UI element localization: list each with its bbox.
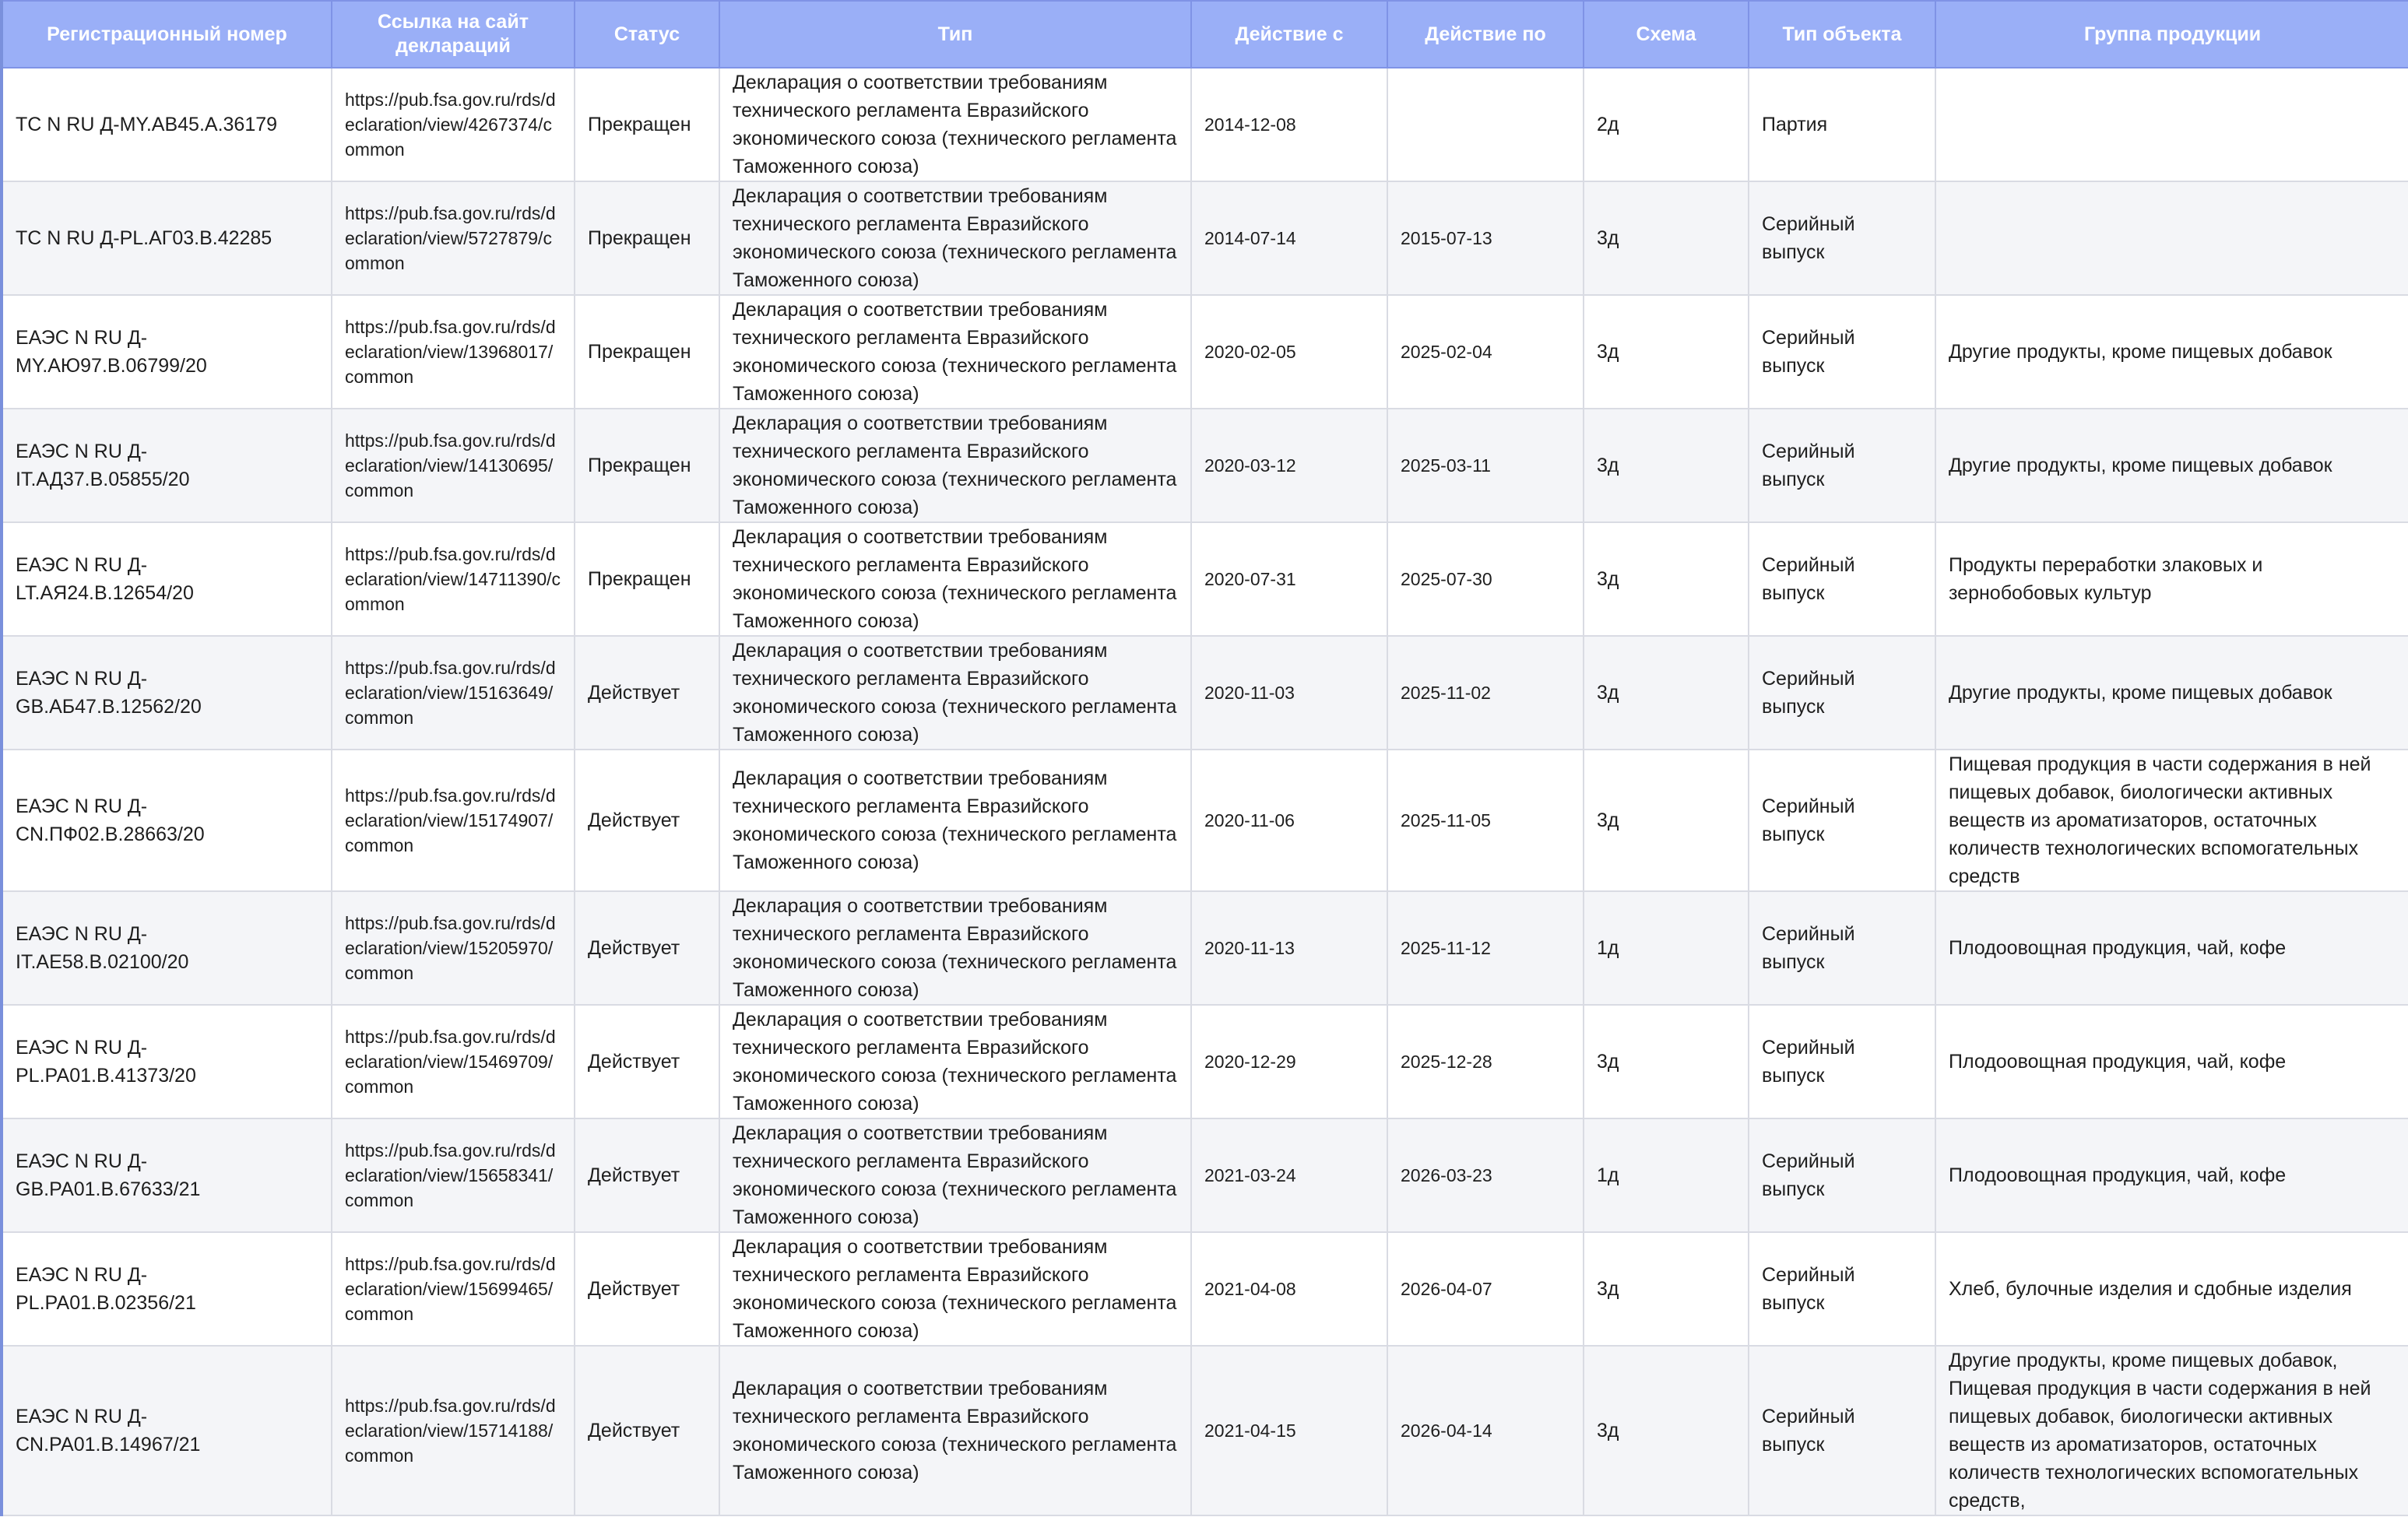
cell-status[interactable]: Прекращен bbox=[575, 68, 719, 181]
cell-type[interactable]: Декларация о соответствии требованиям технического регламента Евразийского экономического союза (технического регламента Таможенного союза) bbox=[719, 1005, 1191, 1118]
cell-object-type[interactable]: Серийный выпуск bbox=[1749, 636, 1935, 750]
cell-product-group[interactable]: Другие продукты, кроме пищевых добавок bbox=[1935, 295, 2408, 409]
cell-product-group[interactable]: Другие продукты, кроме пищевых добавок, Пищевая продукция в части содержания в ней пищевых добавок, биологически активных веществ из ароматизаторов, остаточных количеств технологических вспомогательных средств, bbox=[1935, 1346, 2408, 1515]
cell-reg-number[interactable]: ЕАЭС N RU Д-PL.РА01.В.41373/20 bbox=[2, 1005, 332, 1118]
cell-valid-from[interactable]: 2020-07-31 bbox=[1191, 522, 1387, 636]
cell-product-group[interactable]: Хлеб, булочные изделия и сдобные изделия bbox=[1935, 1232, 2408, 1346]
header-object-type[interactable]: Тип объекта bbox=[1749, 1, 1935, 68]
cell-valid-from[interactable]: 2020-11-13 bbox=[1191, 891, 1387, 1005]
header-valid-from[interactable]: Действие с bbox=[1191, 1, 1387, 68]
cell-status[interactable]: Действует bbox=[575, 1232, 719, 1346]
cell-declaration-link[interactable]: https://pub.fsa.gov.ru/rds/declaration/view/15469709/common bbox=[332, 1005, 575, 1118]
header-valid-to[interactable]: Действие по bbox=[1387, 1, 1584, 68]
cell-type[interactable]: Декларация о соответствии требованиям технического регламента Евразийского экономического союза (технического регламента Таможенного союза) bbox=[719, 750, 1191, 891]
cell-object-type[interactable]: Серийный выпуск bbox=[1749, 1232, 1935, 1346]
cell-reg-number[interactable]: ЕАЭС N RU Д-CN.РА01.В.14967/21 bbox=[2, 1346, 332, 1515]
cell-declaration-link[interactable]: https://pub.fsa.gov.ru/rds/declaration/view/14130695/common bbox=[332, 409, 575, 522]
cell-valid-to[interactable]: 2025-11-05 bbox=[1387, 750, 1584, 891]
cell-reg-number[interactable]: ЕАЭС N RU Д-GB.АБ47.В.12562/20 bbox=[2, 636, 332, 750]
cell-product-group[interactable] bbox=[1935, 68, 2408, 181]
cell-valid-from[interactable]: 2020-12-29 bbox=[1191, 1005, 1387, 1118]
cell-object-type[interactable]: Серийный выпуск bbox=[1749, 409, 1935, 522]
header-product-group[interactable]: Группа продукции bbox=[1935, 1, 2408, 68]
cell-reg-number[interactable]: ТС N RU Д-MY.АВ45.А.36179 bbox=[2, 68, 332, 181]
cell-reg-number[interactable]: ЕАЭС N RU Д-PL.РА01.В.02356/21 bbox=[2, 1232, 332, 1346]
cell-product-group[interactable] bbox=[1935, 181, 2408, 295]
cell-scheme[interactable]: 3д bbox=[1584, 181, 1749, 295]
cell-status[interactable]: Действует bbox=[575, 636, 719, 750]
cell-product-group[interactable]: Другие продукты, кроме пищевых добавок bbox=[1935, 636, 2408, 750]
cell-status[interactable]: Прекращен bbox=[575, 522, 719, 636]
header-declaration-link[interactable]: Ссылка на сайт деклараций bbox=[332, 1, 575, 68]
table-row bbox=[2, 750, 2408, 891]
cell-type[interactable]: Декларация о соответствии требованиям технического регламента Евразийского экономического союза (технического регламента Таможенного союза) bbox=[719, 522, 1191, 636]
cell-type[interactable]: Декларация о соответствии требованиям технического регламента Евразийского экономического союза (технического регламента Таможенного союза) bbox=[719, 1118, 1191, 1232]
cell-valid-from[interactable]: 2020-03-12 bbox=[1191, 409, 1387, 522]
cell-valid-to[interactable]: 2025-03-11 bbox=[1387, 409, 1584, 522]
cell-scheme[interactable]: 3д bbox=[1584, 1346, 1749, 1515]
cell-scheme[interactable]: 1д bbox=[1584, 891, 1749, 1005]
cell-valid-to[interactable]: 2015-07-13 bbox=[1387, 181, 1584, 295]
table-header bbox=[2, 1, 2408, 68]
cell-valid-from[interactable]: 2020-11-06 bbox=[1191, 750, 1387, 891]
table-row bbox=[2, 522, 2408, 636]
cell-valid-from[interactable]: 2014-12-08 bbox=[1191, 68, 1387, 181]
table-row bbox=[2, 295, 2408, 409]
cell-object-type[interactable]: Серийный выпуск bbox=[1749, 181, 1935, 295]
cell-declaration-link[interactable]: https://pub.fsa.gov.ru/rds/declaration/view/15658341/common bbox=[332, 1118, 575, 1232]
cell-declaration-link[interactable]: https://pub.fsa.gov.ru/rds/declaration/view/15205970/common bbox=[332, 891, 575, 1005]
table-row bbox=[2, 1346, 2408, 1515]
cell-valid-from[interactable]: 2021-03-24 bbox=[1191, 1118, 1387, 1232]
cell-scheme[interactable]: 3д bbox=[1584, 750, 1749, 891]
table-row bbox=[2, 1005, 2408, 1118]
cell-type[interactable]: Декларация о соответствии требованиям технического регламента Евразийского экономического союза (технического регламента Таможенного союза) bbox=[719, 1346, 1191, 1515]
cell-valid-from[interactable]: 2020-11-03 bbox=[1191, 636, 1387, 750]
cell-declaration-link[interactable]: https://pub.fsa.gov.ru/rds/declaration/view/5727879/common bbox=[332, 181, 575, 295]
cell-status[interactable]: Прекращен bbox=[575, 409, 719, 522]
cell-object-type[interactable]: Серийный выпуск bbox=[1749, 891, 1935, 1005]
cell-status[interactable]: Действует bbox=[575, 891, 719, 1005]
cell-declaration-link[interactable]: https://pub.fsa.gov.ru/rds/declaration/view/15699465/common bbox=[332, 1232, 575, 1346]
cell-valid-to[interactable]: 2025-12-28 bbox=[1387, 1005, 1584, 1118]
cell-product-group[interactable]: Плодоовощная продукция, чай, кофе bbox=[1935, 891, 2408, 1005]
table-row bbox=[2, 409, 2408, 522]
table-row bbox=[2, 1118, 2408, 1232]
cell-type[interactable]: Декларация о соответствии требованиям технического регламента Евразийского экономического союза (технического регламента Таможенного союза) bbox=[719, 891, 1191, 1005]
cell-status[interactable]: Действует bbox=[575, 1118, 719, 1232]
table-row bbox=[2, 891, 2408, 1005]
table-row bbox=[2, 181, 2408, 295]
cell-scheme[interactable]: 3д bbox=[1584, 295, 1749, 409]
cell-object-type[interactable]: Серийный выпуск bbox=[1749, 1118, 1935, 1232]
cell-status[interactable]: Прекращен bbox=[575, 295, 719, 409]
cell-product-group[interactable]: Другие продукты, кроме пищевых добавок bbox=[1935, 409, 2408, 522]
cell-valid-to[interactable]: 2026-03-23 bbox=[1387, 1118, 1584, 1232]
cell-valid-to[interactable]: 2025-11-12 bbox=[1387, 891, 1584, 1005]
cell-product-group[interactable]: Пищевая продукция в части содержания в ней пищевых добавок, биологически активных веществ из ароматизаторов, остаточных количеств технологических вспомогательных средств bbox=[1935, 750, 2408, 891]
cell-valid-to[interactable]: 2026-04-14 bbox=[1387, 1346, 1584, 1515]
cell-status[interactable]: Действует bbox=[575, 750, 719, 891]
cell-status[interactable]: Действует bbox=[575, 1005, 719, 1118]
cell-type[interactable]: Декларация о соответствии требованиям технического регламента Евразийского экономического союза (технического регламента Таможенного союза) bbox=[719, 295, 1191, 409]
header-type[interactable]: Тип bbox=[719, 1, 1191, 68]
cell-declaration-link[interactable]: https://pub.fsa.gov.ru/rds/declaration/view/15174907/common bbox=[332, 750, 575, 891]
cell-scheme[interactable]: 3д bbox=[1584, 1232, 1749, 1346]
cell-reg-number[interactable]: ЕАЭС N RU Д-CN.ПФ02.В.28663/20 bbox=[2, 750, 332, 891]
table-body bbox=[2, 68, 2408, 1515]
table-row bbox=[2, 636, 2408, 750]
cell-scheme[interactable]: 1д bbox=[1584, 1118, 1749, 1232]
header-scheme[interactable]: Схема bbox=[1584, 1, 1749, 68]
cell-valid-to[interactable]: 2025-02-04 bbox=[1387, 295, 1584, 409]
cell-status[interactable]: Действует bbox=[575, 1346, 719, 1515]
cell-status[interactable]: Прекращен bbox=[575, 181, 719, 295]
cell-reg-number[interactable]: ЕАЭС N RU Д-IT.АД37.В.05855/20 bbox=[2, 409, 332, 522]
cell-type[interactable]: Декларация о соответствии требованиям технического регламента Евразийского экономического союза (технического регламента Таможенного союза) bbox=[719, 636, 1191, 750]
header-status[interactable]: Статус bbox=[575, 1, 719, 68]
cell-valid-to[interactable]: 2025-07-30 bbox=[1387, 522, 1584, 636]
cell-declaration-link[interactable]: https://pub.fsa.gov.ru/rds/declaration/view/4267374/common bbox=[332, 68, 575, 181]
cell-valid-from[interactable]: 2021-04-15 bbox=[1191, 1346, 1387, 1515]
cell-scheme[interactable]: 2д bbox=[1584, 68, 1749, 181]
cell-valid-from[interactable]: 2014-07-14 bbox=[1191, 181, 1387, 295]
cell-reg-number[interactable]: ТС N RU Д-PL.АГ03.В.42285 bbox=[2, 181, 332, 295]
cell-scheme[interactable]: 3д bbox=[1584, 409, 1749, 522]
cell-valid-to[interactable] bbox=[1387, 68, 1584, 181]
cell-product-group[interactable]: Плодоовощная продукция, чай, кофе bbox=[1935, 1005, 2408, 1118]
cell-type[interactable]: Декларация о соответствии требованиям технического регламента Евразийского экономического союза (технического регламента Таможенного союза) bbox=[719, 68, 1191, 181]
cell-valid-from[interactable]: 2020-02-05 bbox=[1191, 295, 1387, 409]
cell-product-group[interactable]: Продукты переработки злаковых и зернобобовых культур bbox=[1935, 522, 2408, 636]
cell-type[interactable]: Декларация о соответствии требованиям технического регламента Евразийского экономического союза (технического регламента Таможенного союза) bbox=[719, 1232, 1191, 1346]
cell-object-type[interactable]: Серийный выпуск bbox=[1749, 1005, 1935, 1118]
cell-scheme[interactable]: 3д bbox=[1584, 636, 1749, 750]
cell-object-type[interactable]: Серийный выпуск bbox=[1749, 1346, 1935, 1515]
cell-scheme[interactable]: 3д bbox=[1584, 1005, 1749, 1118]
cell-scheme[interactable]: 3д bbox=[1584, 522, 1749, 636]
table-row bbox=[2, 1232, 2408, 1346]
cell-declaration-link[interactable]: https://pub.fsa.gov.ru/rds/declaration/view/14711390/common bbox=[332, 522, 575, 636]
cell-object-type[interactable]: Серийный выпуск bbox=[1749, 522, 1935, 636]
cell-valid-from[interactable]: 2021-04-08 bbox=[1191, 1232, 1387, 1346]
cell-object-type[interactable]: Партия bbox=[1749, 68, 1935, 181]
cell-valid-to[interactable]: 2026-04-07 bbox=[1387, 1232, 1584, 1346]
cell-type[interactable]: Декларация о соответствии требованиям технического регламента Евразийского экономического союза (технического регламента Таможенного союза) bbox=[719, 181, 1191, 295]
cell-declaration-link[interactable]: https://pub.fsa.gov.ru/rds/declaration/view/15714188/common bbox=[332, 1346, 575, 1515]
header-reg-number[interactable]: Регистрационный номер bbox=[2, 1, 332, 68]
cell-reg-number[interactable]: ЕАЭС N RU Д-MY.АЮ97.В.06799/20 bbox=[2, 295, 332, 409]
cell-declaration-link[interactable]: https://pub.fsa.gov.ru/rds/declaration/view/13968017/common bbox=[332, 295, 575, 409]
cell-type[interactable]: Декларация о соответствии требованиям технического регламента Евразийского экономического союза (технического регламента Таможенного союза) bbox=[719, 409, 1191, 522]
cell-object-type[interactable]: Серийный выпуск bbox=[1749, 295, 1935, 409]
cell-product-group[interactable]: Плодоовощная продукция, чай, кофе bbox=[1935, 1118, 2408, 1232]
cell-reg-number[interactable]: ЕАЭС N RU Д-IT.АЕ58.В.02100/20 bbox=[2, 891, 332, 1005]
cell-reg-number[interactable]: ЕАЭС N RU Д-GB.РА01.В.67633/21 bbox=[2, 1118, 332, 1232]
cell-valid-to[interactable]: 2025-11-02 bbox=[1387, 636, 1584, 750]
cell-reg-number[interactable]: ЕАЭС N RU Д-LT.АЯ24.В.12654/20 bbox=[2, 522, 332, 636]
table-row bbox=[2, 68, 2408, 181]
cell-object-type[interactable]: Серийный выпуск bbox=[1749, 750, 1935, 891]
cell-declaration-link[interactable]: https://pub.fsa.gov.ru/rds/declaration/view/15163649/common bbox=[332, 636, 575, 750]
